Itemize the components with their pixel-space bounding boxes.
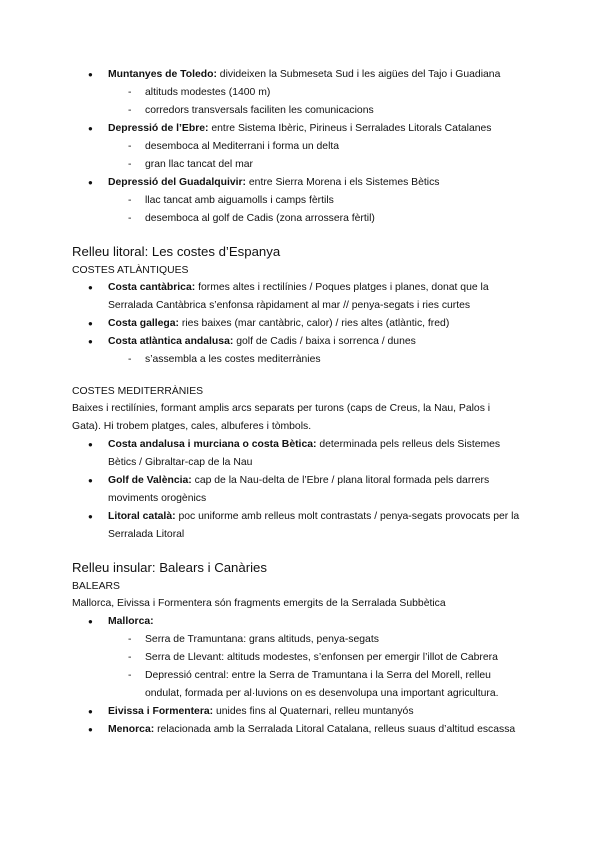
balears-list — [0, 613, 600, 739]
atlantic-list — [0, 279, 600, 369]
list-item: ● Depressió de l’Ebre: entre Sistema Ibèric, Pirineus i Serralades Litorals Catalanes — [0, 120, 600, 138]
sub-list-item: - Serra de Tramuntana: grans altituds, penya-segats — [0, 631, 600, 649]
mediterranean-list — [0, 436, 600, 544]
atlantic-heading: COSTES ATLÀNTIQUES — [72, 265, 189, 276]
sub-list-item: - corredors transversals faciliten les comunicacions — [0, 102, 600, 120]
sub-list-item: - gran llac tancat del mar — [0, 156, 600, 174]
balears-heading: BALEARS — [72, 581, 120, 592]
list-item: ● Muntanyes de Toledo: divideixen la Submeseta Sud i les aigües del Tajo i Guadiana — [0, 66, 600, 84]
section-title-litoral: Relleu litoral: Les costes d’Espanya — [72, 244, 281, 259]
list-item: ● Depressió del Guadalquivir: entre Sierra Morena i els Sistemes Bètics — [0, 174, 600, 192]
sub-list-item: - llac tancat amb aiguamolls i camps fèrtils — [0, 192, 600, 210]
list-item: ● Costa andalusa i murciana o costa Bètica: determinada pels relleus dels Sistemes Bètics / Gibraltar-cap de la Nau — [0, 436, 600, 472]
mediterranean-heading: COSTES MEDITERRÀNIES — [72, 386, 204, 397]
sub-list-item: - desemboca al golf de Cadis (zona arrossera fèrtil) — [0, 210, 600, 228]
list-item: ● Costa atlàntica andalusa: golf de Cadis / baixa i sorrenca / dunes — [0, 333, 600, 351]
sub-list-item: - Depressió central: entre la Serra de Tramuntana i la Serra del Morell, relleu ondulat, formada per al·luvions on es desenvolupa una important agricultura. — [0, 667, 600, 703]
list-item: ● Golf de València: cap de la Nau-delta de l’Ebre / plana litoral formada pels darrers moviments orogènics — [0, 472, 600, 508]
sub-list-item: - altituds modestes (1400 m) — [0, 84, 600, 102]
section-title-insular: Relleu insular: Balears i Canàries — [72, 560, 267, 575]
sub-list-item: - s’assembla a les costes mediterrànies — [0, 351, 600, 369]
list-item: ● Costa cantàbrica: formes altes i rectilínies / Poques platges i planes, donat que la Serralada Cantàbrica s’enfonsa ràpidament al mar // penya-segats i ries curtes — [0, 279, 600, 315]
list-item: ● Eivissa i Formentera: unides fins al Quaternari, relleu muntanyós — [0, 703, 600, 721]
list-item: ● Menorca: relacionada amb la Serralada Litoral Catalana, relleus suaus d’altitud escassa — [0, 721, 600, 739]
document-page — [0, 66, 600, 739]
list-item: ● Litoral català: poc uniforme amb relleus molt contrastats / penya-segats provocats per la Serralada Litoral — [0, 508, 600, 544]
balears-intro: Mallorca, Eivissa i Formentera són fragments emergits de la Serralada Subbètica — [72, 598, 446, 609]
mediterranean-intro: Baixes i rectilínies, formant amplis arcs separats per turons (caps de Creus, la Nau, Palos i Gata). Hi trobem platges, cales, albuferes i tòmbols. — [72, 403, 491, 432]
top-list — [0, 66, 600, 228]
sub-list-item: - desemboca al Mediterrani i forma un delta — [0, 138, 600, 156]
list-item: ● Costa gallega: ries baixes (mar cantàbric, calor) / ries altes (atlàntic, fred) — [0, 315, 600, 333]
list-item: ● Mallorca: — [0, 613, 600, 631]
sub-list-item: - Serra de Llevant: altituds modestes, s’enfonsen per emergir l’illot de Cabrera — [0, 649, 600, 667]
spacer — [0, 369, 600, 383]
